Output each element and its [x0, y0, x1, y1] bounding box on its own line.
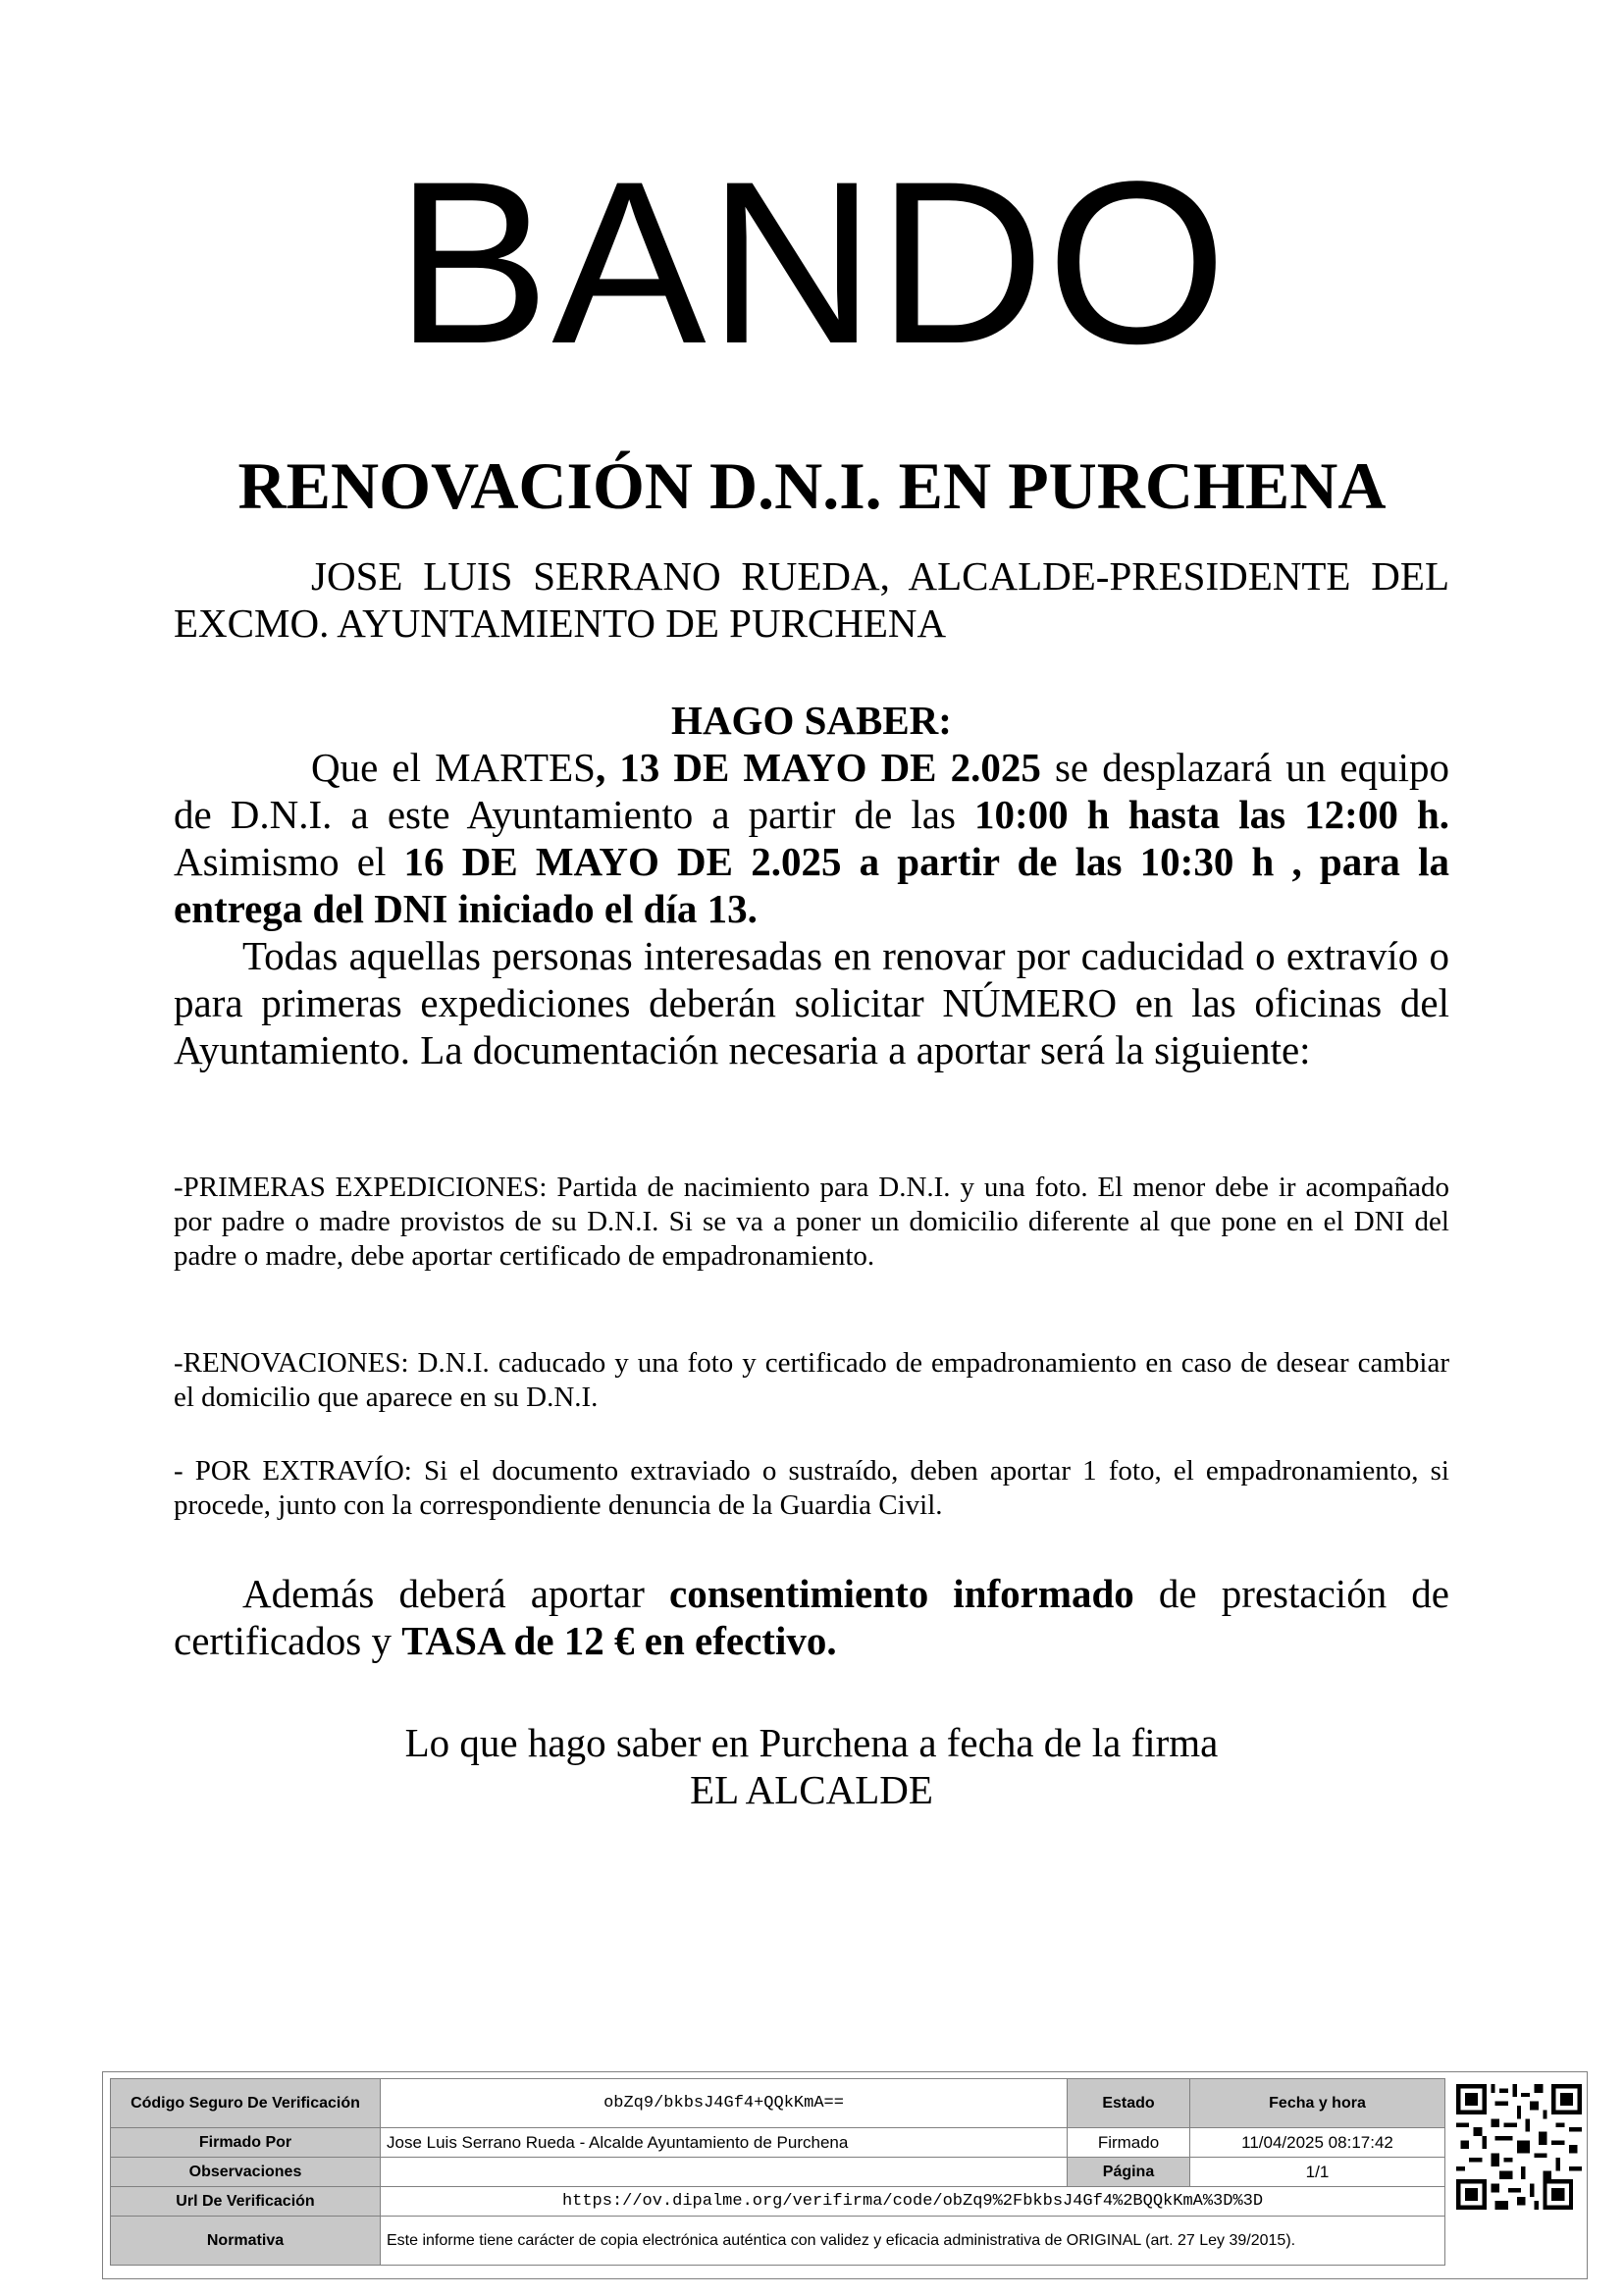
- rules-value: Este informe tiene carácter de copia electrónica auténtica con validez y eficacia administrativa de ORIGINAL (art. 27 Ley 39/2015).: [381, 2217, 1445, 2266]
- fee-amount: TASA de 12 € en efectivo.: [401, 1618, 837, 1663]
- status-value: Firmado: [1068, 2128, 1190, 2158]
- verification-qr-code: [1456, 2084, 1582, 2210]
- csv-value: obZq9/bkbsJ4Gf4+QQkKmA==: [381, 2079, 1068, 2128]
- observations-value: [381, 2158, 1068, 2187]
- announcement-delivery: 16 DE MAYO DE 2.025 a partir de las 10:30 h , para la entrega del DNI iniciado el día 13.: [174, 839, 1449, 931]
- instructions-paragraph: Todas aquellas personas interesadas en renovar por caducidad o extravío o para primeras expediciones deberán solicitar NÚMERO en las oficinas del Ayuntamiento. La documentación necesaria a aportar será la siguiente:: [174, 933, 1449, 1072]
- datetime-label: Fecha y hora: [1190, 2079, 1445, 2128]
- url-label: Url De Verificación: [111, 2187, 381, 2217]
- signature-table: [110, 2078, 1445, 2266]
- closing-signatory: EL ALCALDE: [690, 1767, 933, 1812]
- page-value: 1/1: [1190, 2158, 1445, 2187]
- status-label: Estado: [1068, 2079, 1190, 2128]
- signed-by-label: Firmado Por: [111, 2128, 381, 2158]
- closing-line: Lo que hago saber en Purchena a fecha de la firma: [404, 1720, 1219, 1765]
- datetime-value: 11/04/2025 08:17:42: [1190, 2128, 1445, 2158]
- page-label: Página: [1068, 2158, 1190, 2187]
- requirement-renewal: -RENOVACIONES: D.N.I. caducado y una foto y certificado de empadronamiento en caso de desear cambiar el domicilio que aparece en su D.N.I.: [174, 1347, 1449, 1413]
- announcement-text: Que el MARTES: [311, 745, 596, 790]
- document-title: BANDO: [394, 133, 1230, 392]
- fee-text: de prestación de certificados y: [174, 1571, 1449, 1663]
- requirement-first-issue: -PRIMERAS EXPEDICIONES: Partida de nacimiento para D.N.I. y una foto. El menor debe ir acompañado por padre o madre provistos de su D.N.I. Si se va a poner un domicilio diferente al que pone en el DNI del padre o madre, debe aportar certificado de empadronamiento.: [174, 1172, 1449, 1272]
- fee-consent: consentimiento informado: [669, 1571, 1134, 1616]
- announcement-paragraph: [174, 744, 1449, 932]
- fee-text: Además deberá aportar: [242, 1571, 669, 1616]
- announcement-text: Asimismo el: [174, 839, 404, 884]
- document-subtitle: RENOVACIÓN D.N.I. EN PURCHENA: [237, 448, 1387, 523]
- observations-label: Observaciones: [111, 2158, 381, 2187]
- rules-label: Normativa: [111, 2217, 381, 2266]
- intro-paragraph: JOSE LUIS SERRANO RUEDA, ALCALDE-PRESIDENTE DEL EXCMO. AYUNTAMIENTO DE PURCHENA: [174, 553, 1449, 646]
- requirement-loss: - POR EXTRAVÍO: Si el documento extraviado o sustraído, deben aportar 1 foto, el empadronamiento, si procede, junto con la correspondiente denuncia de la Guardia Civil.: [174, 1455, 1449, 1521]
- signed-by-value: Jose Luis Serrano Rueda - Alcalde Ayuntamiento de Purchena: [381, 2128, 1068, 2158]
- verification-url[interactable]: https://ov.dipalme.org/verifirma/code/obZq9%2FbkbsJ4Gf4%2BQQkKmA%3D%3D: [381, 2187, 1445, 2217]
- announcement-hours: 10:00 h hasta las 12:00 h.: [974, 792, 1450, 837]
- csv-label: Código Seguro De Verificación: [111, 2079, 381, 2128]
- fee-paragraph: [174, 1570, 1449, 1664]
- announcement-text: se desplazará un equipo de D.N.I. a este Ayuntamiento a partir de las: [174, 745, 1449, 837]
- announcement-date: , 13 DE MAYO DE 2.025: [595, 745, 1041, 790]
- section-heading: HAGO SABER:: [671, 698, 952, 743]
